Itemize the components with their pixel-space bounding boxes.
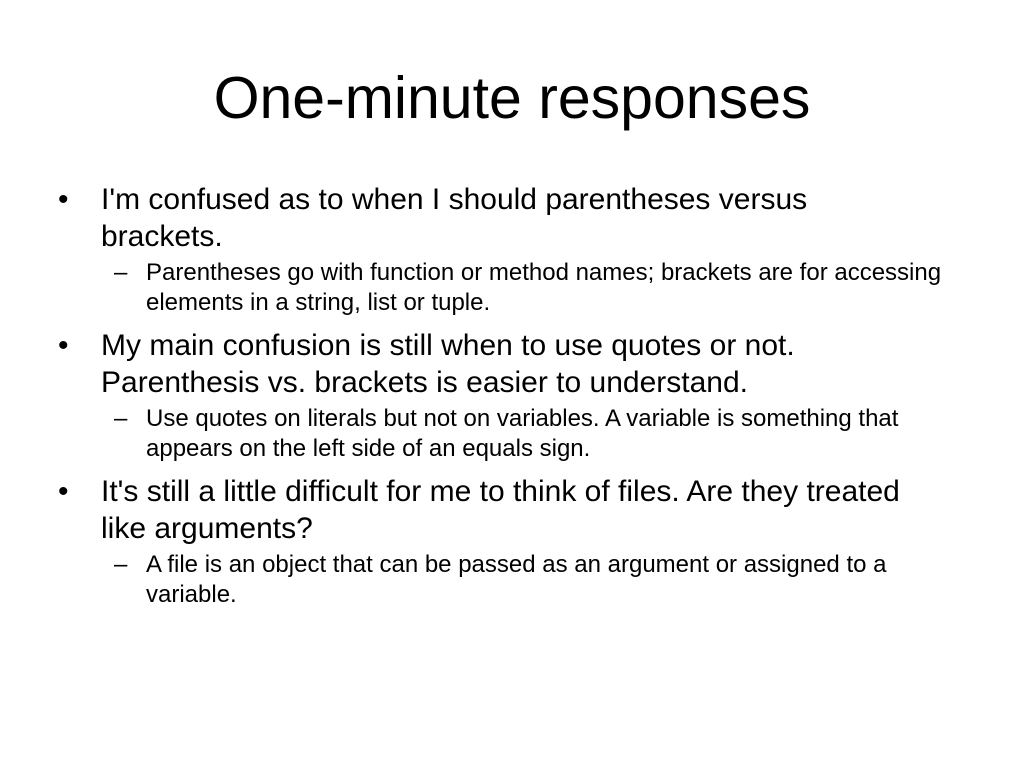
sub-bullet-text: Use quotes on literals but not on variables. A variable is something that appears on the left side of an equals sign. — [146, 405, 899, 462]
sub-bullet-text: A file is an object that can be passed as an argument or assigned to a variable. — [146, 551, 887, 608]
sub-bullet — [0, 258, 1024, 318]
bullet-text: My main confusion is still when to use quotes or not. Parenthesis vs. brackets is easier to understand. — [101, 329, 795, 399]
bullet-line — [0, 327, 1024, 401]
dash-icon: – — [114, 551, 128, 578]
bullet-text: I'm confused as to when I should parentheses versus brackets. — [101, 183, 808, 253]
bullet-dot-icon: • — [58, 183, 69, 216]
bullet-line — [0, 181, 1024, 255]
bullet-dot-icon: • — [58, 329, 69, 362]
bullet-text: It's still a little difficult for me to think of files. Are they treated like arguments? — [101, 475, 900, 545]
bullet-item — [0, 181, 1024, 318]
sub-bullet-text: Parentheses go with function or method names; brackets are for accessing elements in a string, list or tuple. — [146, 259, 942, 316]
bullet-item — [0, 327, 1024, 464]
bullet-dot-icon: • — [58, 475, 69, 508]
sub-bullet — [0, 404, 1024, 464]
sub-bullet — [0, 550, 1024, 610]
bullet-item — [0, 473, 1024, 610]
dash-icon: – — [114, 405, 128, 432]
dash-icon: – — [114, 259, 128, 286]
bullet-list — [0, 181, 1024, 610]
bullet-line — [0, 473, 1024, 547]
slide-title: One-minute responses — [213, 65, 811, 131]
